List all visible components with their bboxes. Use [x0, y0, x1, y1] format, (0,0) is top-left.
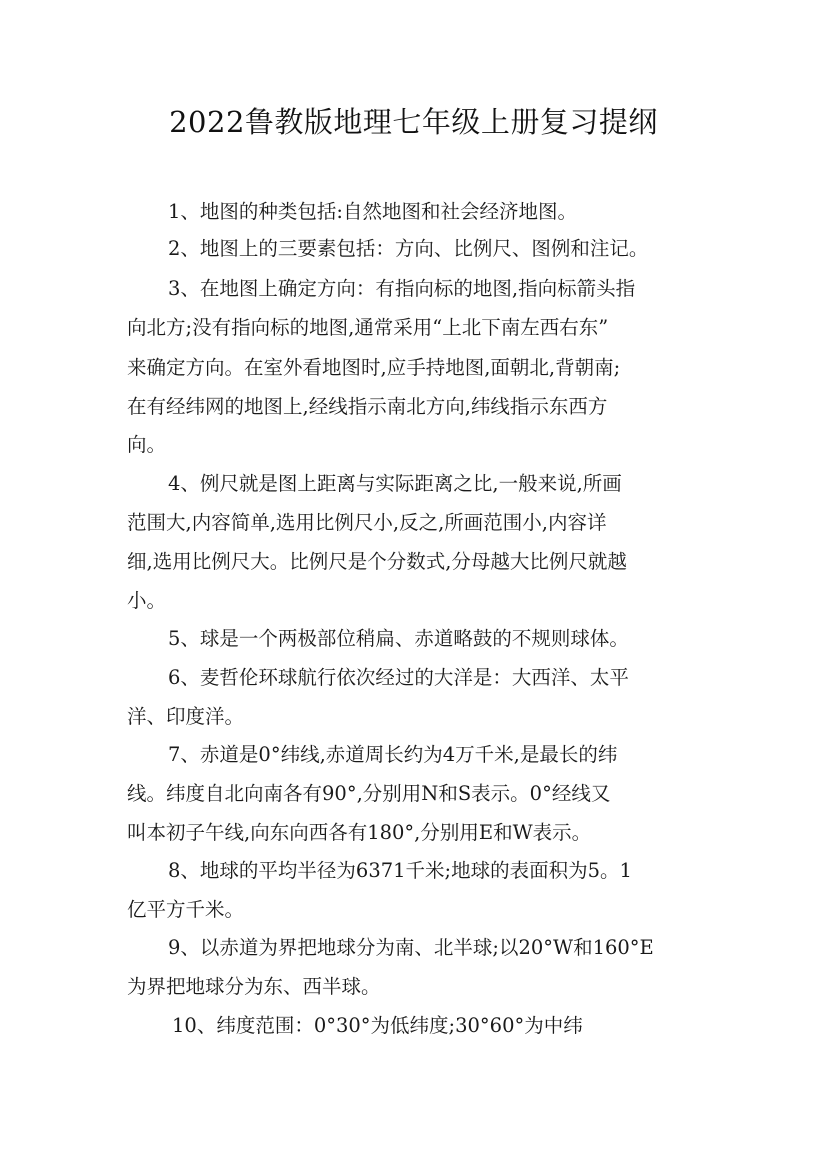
text-line: 小。 — [127, 589, 167, 612]
text-line: 6、麦哲伦环球航行依次经过的大洋是：大西洋、太平 — [168, 666, 629, 689]
text-line: 来确定方向。在室外看地图时,应手持地图,面朝北,背朝南; — [127, 356, 621, 379]
text-line: 向北方;没有指向标的地图,通常采用“上北下南左西右东” — [127, 316, 609, 339]
text-line: 3、在地图上确定方向：有指向标的地图,指向标箭头指 — [168, 277, 636, 300]
text-line: 亿平方千米。 — [127, 898, 245, 921]
text-line: 叫本初子午线,向东向西各有180°,分别用E和W表示。 — [127, 821, 592, 844]
text-line: 5、球是一个两极部位稍扁、赤道略鼓的不规则球体。 — [168, 627, 629, 650]
text-line: 范围大,内容简单,选用比例尺小,反之,所画范围小,内容详 — [127, 511, 607, 534]
text-line: 向。 — [127, 433, 167, 456]
page-title: 2022鲁教版地理七年级上册复习提纲 — [169, 105, 658, 139]
text-line: 8、地球的平均半径为6371千米;地球的表面积为5。1 — [168, 859, 632, 882]
text-line: 4、例尺就是图上距离与实际距离之比,一般来说,所画 — [168, 472, 622, 495]
text-line: 7、赤道是0°纬线,赤道周长约为4万千米,是最长的纬 — [168, 743, 618, 766]
text-line: 线。纬度自北向南各有90°,分别用N和S表示。0°经线又 — [127, 782, 611, 805]
text-line: 1、地图的种类包括:自然地图和社会经济地图。 — [168, 200, 577, 223]
text-line: 2、地图上的三要素包括：方向、比例尺、图例和注记。 — [168, 237, 649, 260]
text-line: 细,选用比例尺大。比例尺是个分数式,分母越大比例尺就越 — [127, 550, 627, 573]
text-line: 10、纬度范围：0°30°为低纬度;30°60°为中纬 — [172, 1014, 583, 1037]
text-line: 为界把地球分为东、西半球。 — [127, 975, 381, 998]
text-line: 洋、印度洋。 — [127, 705, 245, 728]
text-line: 9、以赤道为界把地球分为南、北半球;以20°W和160°E — [168, 936, 654, 959]
text-line: 在有经纬网的地图上,经线指示南北方向,纬线指示东西方 — [127, 395, 608, 418]
